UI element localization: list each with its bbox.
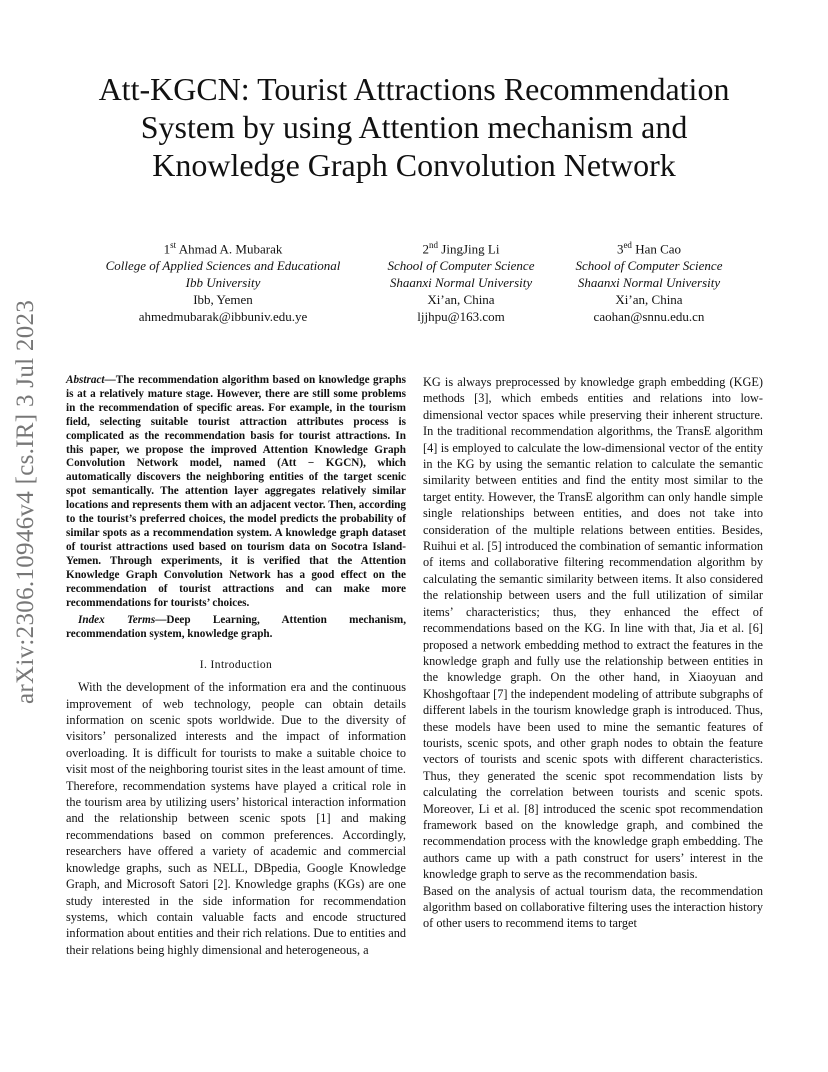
- author-affiliation: College of Applied Sciences and Educational: [105, 258, 341, 274]
- intro-paragraph-continued: KG is always preprocessed by knowledge graph embedding (KGE) methods [3], which embeds entities and relations into low-dimensional vector spaces while preserving their inherent structure. In the traditional recommendation algorithms, the TransE algorithm [4] is employed to calculate the low-dimensional vector of the entity in the KG by using the semantic relation to calculate the semantic similarity between entities and find the entity most similar to the target entity. However, the TransE algorithm can only handle simple single relationships between entities, and does not take into consideration of the multiple relations between entities. Besides, Ruihui et al. [5] introduced the combination of semantic information of items and collaborative filtering recommendation algorithm by calculating the semantic similarity between items. It also considered the relationship between users and the full utilization of similar items’ characteristics; thus, they enhanced the effect of recommendations based on the KG. In line with that, Jia et al. [6] proposed a network embedding method to extract the features in the knowledge graph and fully use the relationship between entities in the knowledge graph. On the other hand, in Xiaoyuan and Khoshgoftaar [7] the independent modeling of attribute subgraphs of different labels in the tourism knowledge graph is introduced. Thus, these models have been used to mine the semantic features of tourists, scenic spots, and other graph nodes to obtain the feature vectors of tourists and scenic spots with different characteristics. Thus, they generated the scenic spot recommendation lists by calculating the correlation between tourists and scenic spots. Moreover, Li et al. [8] introduced the scenic spot recommendation framework based on the knowledge graph, and combined the recommendation process with the knowledge graph embedding. The authors came up with a path construct for users’ interest in the knowledge graph to serve as the recommendation basis.: [423, 375, 763, 882]
- left-column: [66, 374, 406, 958]
- author-city: Xi’an, China: [427, 292, 495, 308]
- abstract-text: The recommendation algorithm based on knowledge graphs is at a relatively mature stage. However, there are still some problems in the recommendation of specific areas. For example, in the tourism field, selecting suitable tourist attraction attributes process is complicated as the recommendation basis for tourist attractions. In this paper, we propose the improved Attention Knowledge Graph Convolution Network model, named (Att − KGCN), which automatically discovers the neighboring entities of the target scenic spot semantically. The attention layer aggregates relatively similar locations and represents them with an adjacent vector. Then, according to the tourist’s preferred choices, the model predicts the probability of similar spots as a recommendation system. A knowledge graph dataset of tourist attractions used based on tourism data on Socotra Island-Yemen. Through experiments, it is verified that the Attention Knowledge Graph Convolution Network has a good effect on the recommendation of tourist attractions and can make more recommendations for tourists’ choices.: [66, 374, 406, 609]
- title-line-1: Att-KGCN: Tourist Attractions Recommendation: [98, 71, 730, 107]
- author-university: Shaanxi Normal University: [389, 275, 533, 291]
- author-name: 1st Ahmad A. Mubarak: [163, 240, 283, 257]
- paper-title: [60, 70, 768, 184]
- author-email: caohan@snnu.edu.cn: [593, 309, 705, 325]
- author-university: Ibb University: [185, 275, 261, 291]
- author-name: 2nd JingJing Li: [422, 240, 500, 257]
- intro-paragraph: With the development of the information era and the continuous improvement of web technology, people can obtain details information on scenic spots worldwide. Due to the diversity of visitors’ personalized interests and the impact of information overloading. It is difficult for tourists to make a suitable choice to visit most of the neighboring tourist sites in the least amount of time. Therefore, recommendation systems have played a critical role in the tourism area by utilizing users’ historical interaction information and the relationship between scenic spots [1] and making recommendations based on common preferences. Accordingly, researchers have offered a variety of academic and commercial knowledge graphs, such as NELL, DBpedia, Google Knowledge Graph, and Microsoft Satori [2]. Knowledge graphs (KGs) are one study interested in the side information for recommendation systems, which contain valuable facts and encode structured information about entities and their rich relations. Due to entities and their relations being highly dimensional and heterogeneous, a: [66, 680, 406, 957]
- intro-paragraph-2: Based on the analysis of actual tourism data, the recommendation algorithm based on collaborative filtering uses the interaction history of other users to recommend items to target: [423, 883, 763, 931]
- author-block-2: [372, 237, 550, 325]
- index-terms-text: Deep Learning, Attention mechanism, recommendation system, knowledge graph.: [66, 614, 406, 641]
- author-block-1: [92, 237, 354, 325]
- author-block-3: [563, 237, 735, 325]
- title-line-2: System by using Attention mechanism and: [140, 109, 688, 145]
- author-email: ljjhpu@163.com: [417, 309, 505, 325]
- author-affiliation: School of Computer Science: [575, 258, 723, 274]
- author-email: ahmedmubarak@ibbuniv.edu.ye: [138, 309, 308, 325]
- arxiv-identifier: arXiv:2306.10946v4 [cs.IR] 3 Jul 2023: [12, 299, 39, 704]
- index-terms-label: Index Terms: [78, 614, 156, 627]
- abstract: Abstract—The recommendation algorithm based on knowledge graphs is at a relatively mature stage. However, there are still some problems in the recommendation of specific areas. For example, in the tourism field, selecting suitable tourist attraction attributes process is complicated as the recommendation basis for tourist attractions. In this paper, we propose the improved Attention Knowledge Graph Convolution Network model, named (Att − KGCN), which automatically discovers the neighboring entities of the target scenic spot semantically. The attention layer aggregates relatively similar locations and represents them with an adjacent vector. Then, according to the tourist’s preferred choices, the model predicts the probability of similar spots as a recommendation system. A knowledge graph dataset of tourist attractions used based on tourism data on Socotra Island-Yemen. Through experiments, it is verified that the Attention Knowledge Graph Convolution Network has a good effect on the recommendation of tourist attractions and can make more recommendations for tourists’ choices.: [66, 374, 406, 609]
- author-name: $3^{ed}$ Han Cao: [616, 240, 682, 257]
- author-city: Ibb, Yemen: [193, 292, 253, 308]
- abstract-label: Abstract: [66, 374, 105, 386]
- section-heading: I. Introduction: [199, 659, 273, 672]
- author-affiliation: School of Computer Science: [387, 258, 535, 274]
- right-column: [423, 374, 763, 932]
- index-terms: Index Terms—Deep Learning, Attention mechanism, recommendation system, knowledge graph.: [66, 614, 406, 641]
- author-university: Shaanxi Normal University: [577, 275, 721, 291]
- title-line-3: Knowledge Graph Convolution Network: [152, 147, 676, 183]
- author-city: Xi’an, China: [615, 292, 683, 308]
